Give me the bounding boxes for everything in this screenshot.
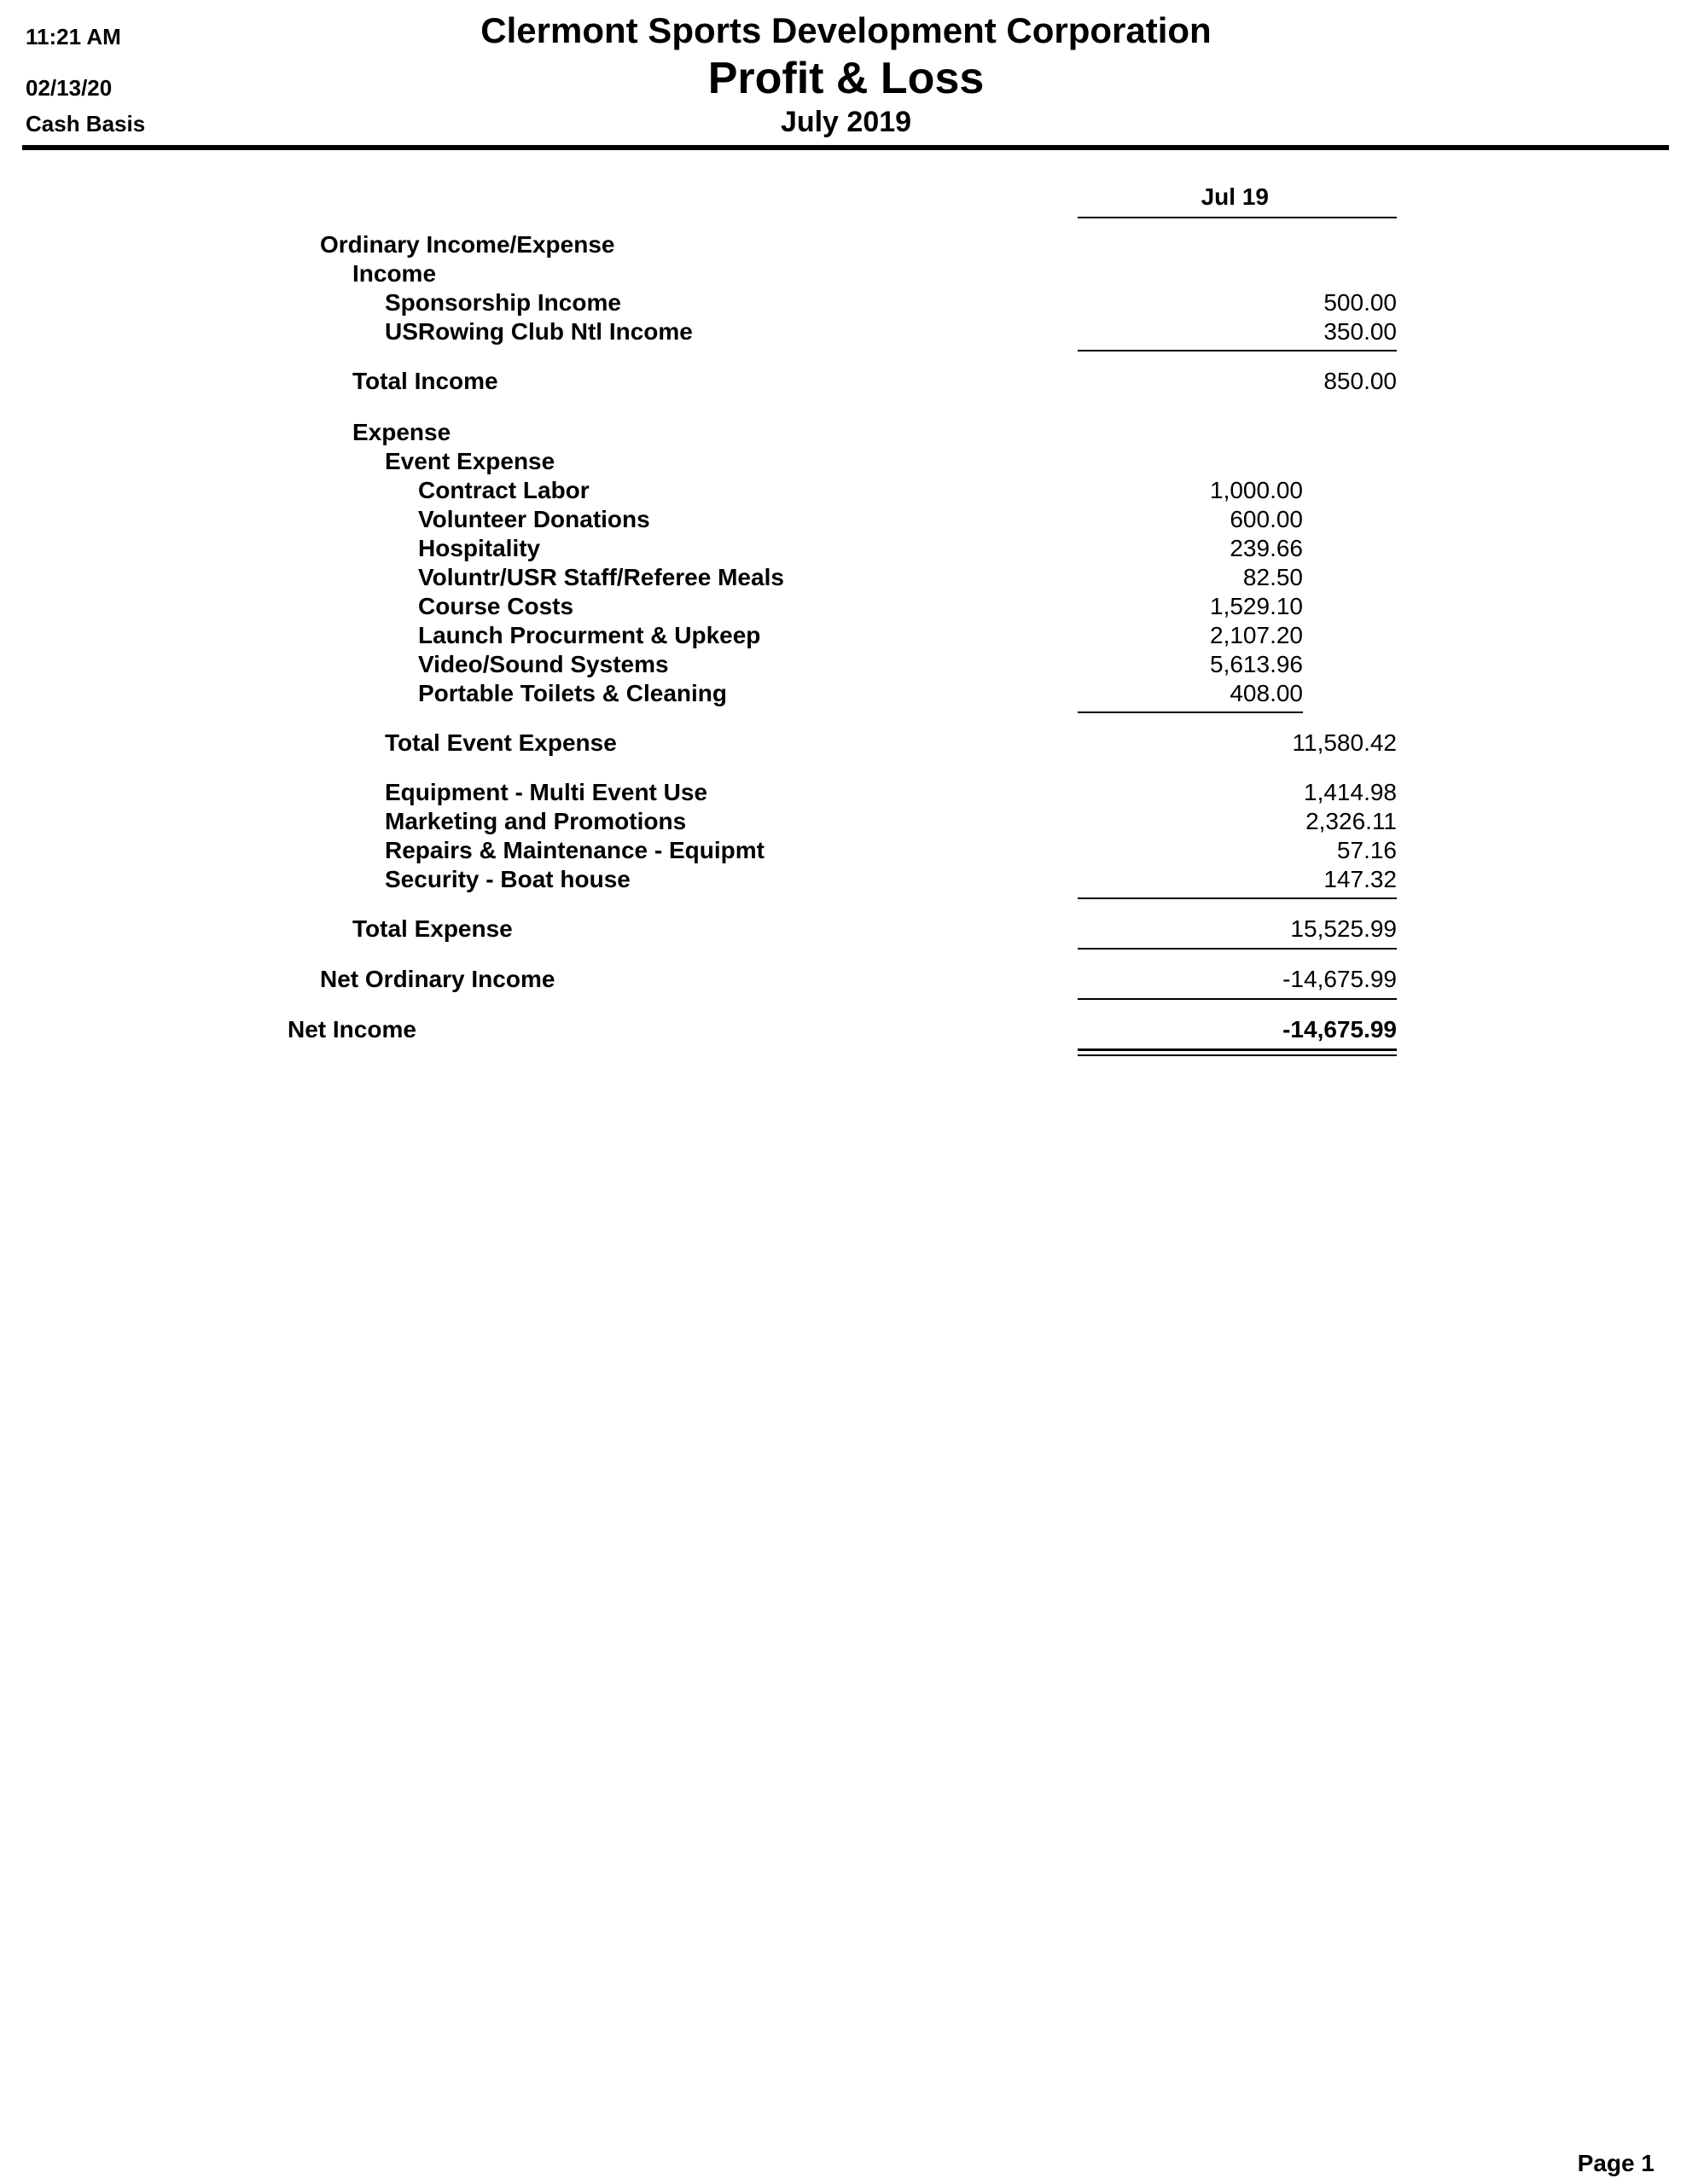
section-ordinary-income-expense <box>0 230 1692 259</box>
row-label: Hospitality <box>418 535 541 561</box>
event-expense-line-item <box>0 534 1692 563</box>
row-amount: 600.00 <box>1230 506 1303 532</box>
total-income-row <box>0 367 1692 396</box>
row-amount: 1,000.00 <box>1210 477 1303 503</box>
row-amount: 239.66 <box>1230 535 1303 561</box>
row-label: USRowing Club Ntl Income <box>385 318 693 345</box>
report-title: Profit & Loss <box>707 54 985 103</box>
row-label: Volunteer Donations <box>418 506 650 532</box>
row-label: Net Income <box>288 1016 416 1043</box>
row-amount: 2,107.20 <box>1210 622 1303 648</box>
report-date: 02/13/20 <box>26 75 113 101</box>
net-income-double-rule-top <box>1078 1048 1397 1051</box>
row-label: Total Income <box>352 368 498 394</box>
section-expense <box>0 418 1692 447</box>
row-amount: -14,675.99 <box>1282 1016 1397 1043</box>
net-income-row <box>0 1015 1692 1044</box>
row-label: Contract Labor <box>418 477 590 503</box>
expense-line-item <box>0 807 1692 836</box>
row-label: Video/Sound Systems <box>418 651 669 677</box>
row-amount: 5,613.96 <box>1210 651 1303 677</box>
expense-line-item <box>0 865 1692 894</box>
net-ordinary-income-rule <box>1078 998 1397 1000</box>
page-number: Page 1 <box>1577 2150 1654 2176</box>
income-subtotal-rule <box>1078 350 1397 351</box>
row-amount: 82.50 <box>1242 564 1303 590</box>
event-expense-line-item <box>0 592 1692 621</box>
row-label: Voluntr/USR Staff/Referee Meals <box>418 564 784 590</box>
row-amount: 408.00 <box>1230 680 1303 706</box>
row-amount: 850.00 <box>1323 368 1397 394</box>
report-time: 11:21 AM <box>26 24 121 49</box>
section-event-expense <box>0 447 1692 476</box>
net-income-double-rule-bottom <box>1078 1054 1397 1056</box>
event-expense-line-item <box>0 505 1692 534</box>
expense-line-item <box>0 836 1692 865</box>
row-label: Course Costs <box>418 593 574 619</box>
row-label: Sponsorship Income <box>385 289 621 316</box>
row-label: Launch Procurment & Upkeep <box>418 622 761 648</box>
income-line-item <box>0 288 1692 317</box>
row-label: Portable Toilets & Cleaning <box>418 680 727 706</box>
row-label: Net Ordinary Income <box>320 966 555 992</box>
event-expense-line-item <box>0 621 1692 650</box>
row-amount: 11,580.42 <box>1292 729 1397 756</box>
event-expense-line-item <box>0 476 1692 505</box>
row-amount: 1,414.98 <box>1304 779 1397 805</box>
row-amount: -14,675.99 <box>1282 966 1397 992</box>
event-expense-line-item <box>0 679 1692 708</box>
row-label: Repairs & Maintenance - Equipmt <box>385 837 765 863</box>
row-amount: 350.00 <box>1323 318 1397 345</box>
event-expense-line-item <box>0 650 1692 679</box>
row-label: Total Event Expense <box>385 729 617 756</box>
column-header-row <box>0 183 1692 212</box>
row-label: Equipment - Multi Event Use <box>385 779 708 805</box>
event-expense-line-item <box>0 563 1692 592</box>
company-name: Clermont Sports Development Corporation <box>480 10 1212 50</box>
row-amount: 2,326.11 <box>1305 808 1397 834</box>
event-expense-subtotal-rule <box>1078 712 1303 713</box>
row-amount: 15,525.99 <box>1290 915 1397 942</box>
report-period: July 2019 <box>780 106 912 138</box>
row-label: Event Expense <box>385 448 555 474</box>
column-header-underline <box>1078 217 1397 218</box>
row-amount: 1,529.10 <box>1210 593 1303 619</box>
total-expense-row <box>0 915 1692 944</box>
total-expense-rule <box>1078 948 1397 950</box>
row-label: Income <box>352 260 437 287</box>
expense-subtotal-rule <box>1078 897 1397 899</box>
row-amount: 500.00 <box>1323 289 1397 316</box>
row-amount: 147.32 <box>1323 866 1397 892</box>
section-income <box>0 259 1692 288</box>
header-divider <box>22 145 1669 150</box>
row-amount: 57.16 <box>1336 837 1397 863</box>
net-ordinary-income-row <box>0 965 1692 994</box>
row-label: Security - Boat house <box>385 866 631 892</box>
income-line-item <box>0 317 1692 346</box>
row-label: Expense <box>352 419 451 445</box>
column-header: Jul 19 <box>1201 183 1269 210</box>
row-label: Marketing and Promotions <box>385 808 687 834</box>
total-event-expense-row <box>0 729 1692 758</box>
row-label: Ordinary Income/Expense <box>320 231 615 258</box>
row-label: Total Expense <box>352 915 513 942</box>
expense-line-item <box>0 778 1692 807</box>
report-basis: Cash Basis <box>26 111 146 136</box>
